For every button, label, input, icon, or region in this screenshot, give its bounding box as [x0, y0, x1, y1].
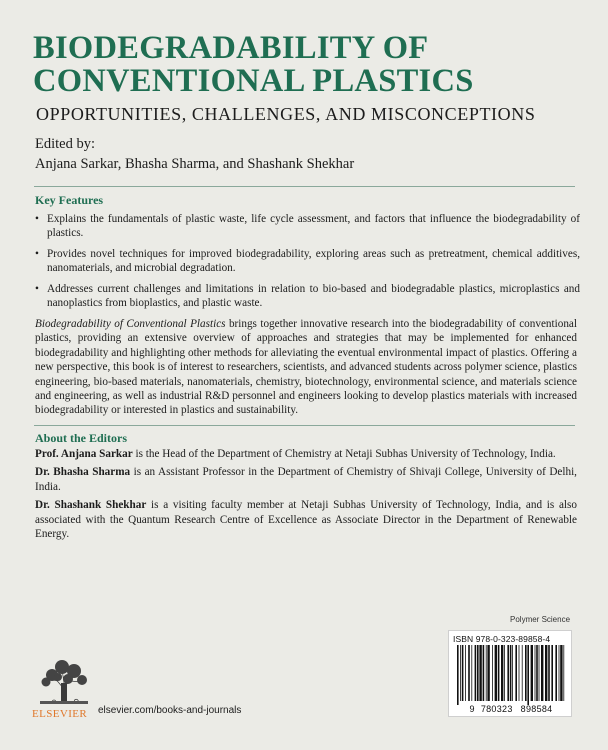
editor-bio: [35, 498, 577, 541]
barcode-bar: [462, 645, 464, 701]
barcode-bar: [479, 645, 481, 701]
barcode-bar: [536, 645, 538, 701]
barcode: [455, 645, 569, 705]
barcode-bar: [457, 645, 459, 705]
edited-by-label: Edited by:: [35, 136, 96, 152]
editor-bio: [35, 465, 577, 494]
barcode-bar: [519, 645, 520, 701]
barcode-bar: [559, 645, 560, 701]
description-body: brings together innovative research into the biodegradability of conventional plastics, providing an extensive overview of approaches and strategies that may be implemented for enhanced biodegradability and highlighting other methods for alleviating the eventual environmental impact of plastics. Offering a new perspective, this book is of interest to researchers, scientists, and advanced students across polymer science, plastics engineering, bio-based materials, nanomaterials, chemistry, biotechnology, environmental science, and materials science and engineering, as well as industrial R&D personnel and engineers looking to develop plastics materials with increased biodegradability or interested in plastics and sustainability.: [35, 318, 577, 417]
barcode-bar: [531, 645, 533, 701]
barcode-bar: [541, 645, 543, 701]
isbn-digits-group-2: 898584: [520, 704, 553, 714]
editors-names: Anjana Sarkar, Bhasha Sharma, and Shashank Shekhar: [35, 156, 355, 172]
barcode-bar: [515, 645, 517, 701]
barcode-bar: [465, 645, 466, 701]
editor-name: Dr. Shashank Shekhar: [35, 499, 147, 512]
barcode-bar: [512, 645, 513, 701]
barcode-bar: [510, 645, 512, 701]
barcode-bar: [477, 645, 479, 701]
isbn-digits: [449, 704, 573, 714]
barcode-bar: [492, 645, 493, 701]
book-title: [33, 32, 593, 98]
barcode-bar: [507, 645, 509, 701]
barcode-bar: [525, 645, 527, 701]
barcode-bar: [535, 645, 536, 701]
editor-bio-text: is an Assistant Professor in the Department of Chemistry of Shivaji College, University of Delhi, India.: [35, 466, 577, 493]
divider-top: [34, 186, 575, 187]
book-subtitle: OPPORTUNITIES, CHALLENGES, AND MISCONCEPTIONS: [36, 104, 536, 124]
barcode-bar: [563, 645, 564, 701]
barcode-bar: [548, 645, 550, 701]
editor-bio-text: is the Head of the Department of Chemistry at Netaji Subhas University of Technology, India.: [132, 448, 556, 460]
editor-name: Dr. Bhasha Sharma: [35, 466, 131, 479]
isbn-digits-group-1: 780323: [480, 704, 513, 714]
list-item: [35, 212, 580, 241]
barcode-bar: [475, 645, 477, 701]
list-item: [35, 247, 580, 276]
bullet-icon: •: [35, 247, 39, 260]
book-description: [35, 317, 577, 418]
key-feature-text: Provides novel techniques for improved biodegradability, exploring areas such as pretreatment, chemical additives, nanomaterials, and microbial degradation.: [47, 247, 580, 275]
publisher-name: ELSEVIER: [32, 708, 88, 720]
key-feature-text: Addresses current challenges and limitations in relation to bio-based and biodegradable plastics, microplastics and nanoplastics from bioplastics, and plastic waste.: [47, 282, 580, 310]
about-editors-heading: About the Editors: [35, 431, 128, 445]
isbn-digit-lead: 9: [469, 704, 475, 714]
key-features-heading: Key Features: [35, 193, 104, 207]
barcode-bar: [504, 645, 505, 701]
book-title-line-1: BIODEGRADABILITY OF: [33, 30, 429, 66]
editor-bio: [35, 447, 577, 461]
barcode-bar: [460, 645, 461, 701]
isbn-barcode-panel: [448, 630, 572, 717]
editor-bio-text: is a visiting faculty member at Netaji Subhas University of Technology, India, and is also associated with the Quantum Research Centre of Excellence as Associate Director in the Department of Renewable Energy.: [35, 499, 577, 541]
subject-category: Polymer Science: [510, 615, 571, 624]
bullet-icon: •: [35, 282, 39, 295]
isbn-label: ISBN 978-0-323-89858-4: [453, 634, 551, 644]
description-book-title: Biodegradability of Conventional Plastics: [35, 318, 226, 330]
barcode-bar: [501, 645, 503, 701]
barcode-bar: [483, 645, 485, 701]
editor-name: Prof. Anjana Sarkar: [35, 448, 133, 460]
barcode-bar: [495, 645, 497, 701]
barcode-bar: [468, 645, 470, 701]
editor-bios: [35, 447, 577, 545]
barcode-bar: [539, 645, 540, 701]
barcode-bar: [551, 645, 553, 701]
barcode-bar: [498, 645, 500, 701]
barcode-bar: [486, 645, 487, 701]
key-features-list: [35, 212, 580, 316]
divider-editors: [34, 425, 575, 426]
key-feature-text: Explains the fundamentals of plastic waste, life cycle assessment, and factors that influence the biodegradability of plastics.: [47, 213, 580, 240]
barcode-bar: [522, 645, 523, 701]
barcode-bar: [487, 645, 489, 701]
barcode-bar: [555, 645, 557, 701]
bullet-icon: •: [35, 213, 39, 225]
barcode-bar: [545, 645, 547, 701]
publisher-url: elsevier.com/books-and-journals: [98, 705, 242, 716]
barcode-bar: [560, 645, 562, 701]
barcode-bar: [471, 645, 472, 701]
book-title-line-2: CONVENTIONAL PLASTICS: [33, 63, 474, 99]
list-item: [35, 282, 580, 311]
barcode-bar: [527, 645, 529, 705]
